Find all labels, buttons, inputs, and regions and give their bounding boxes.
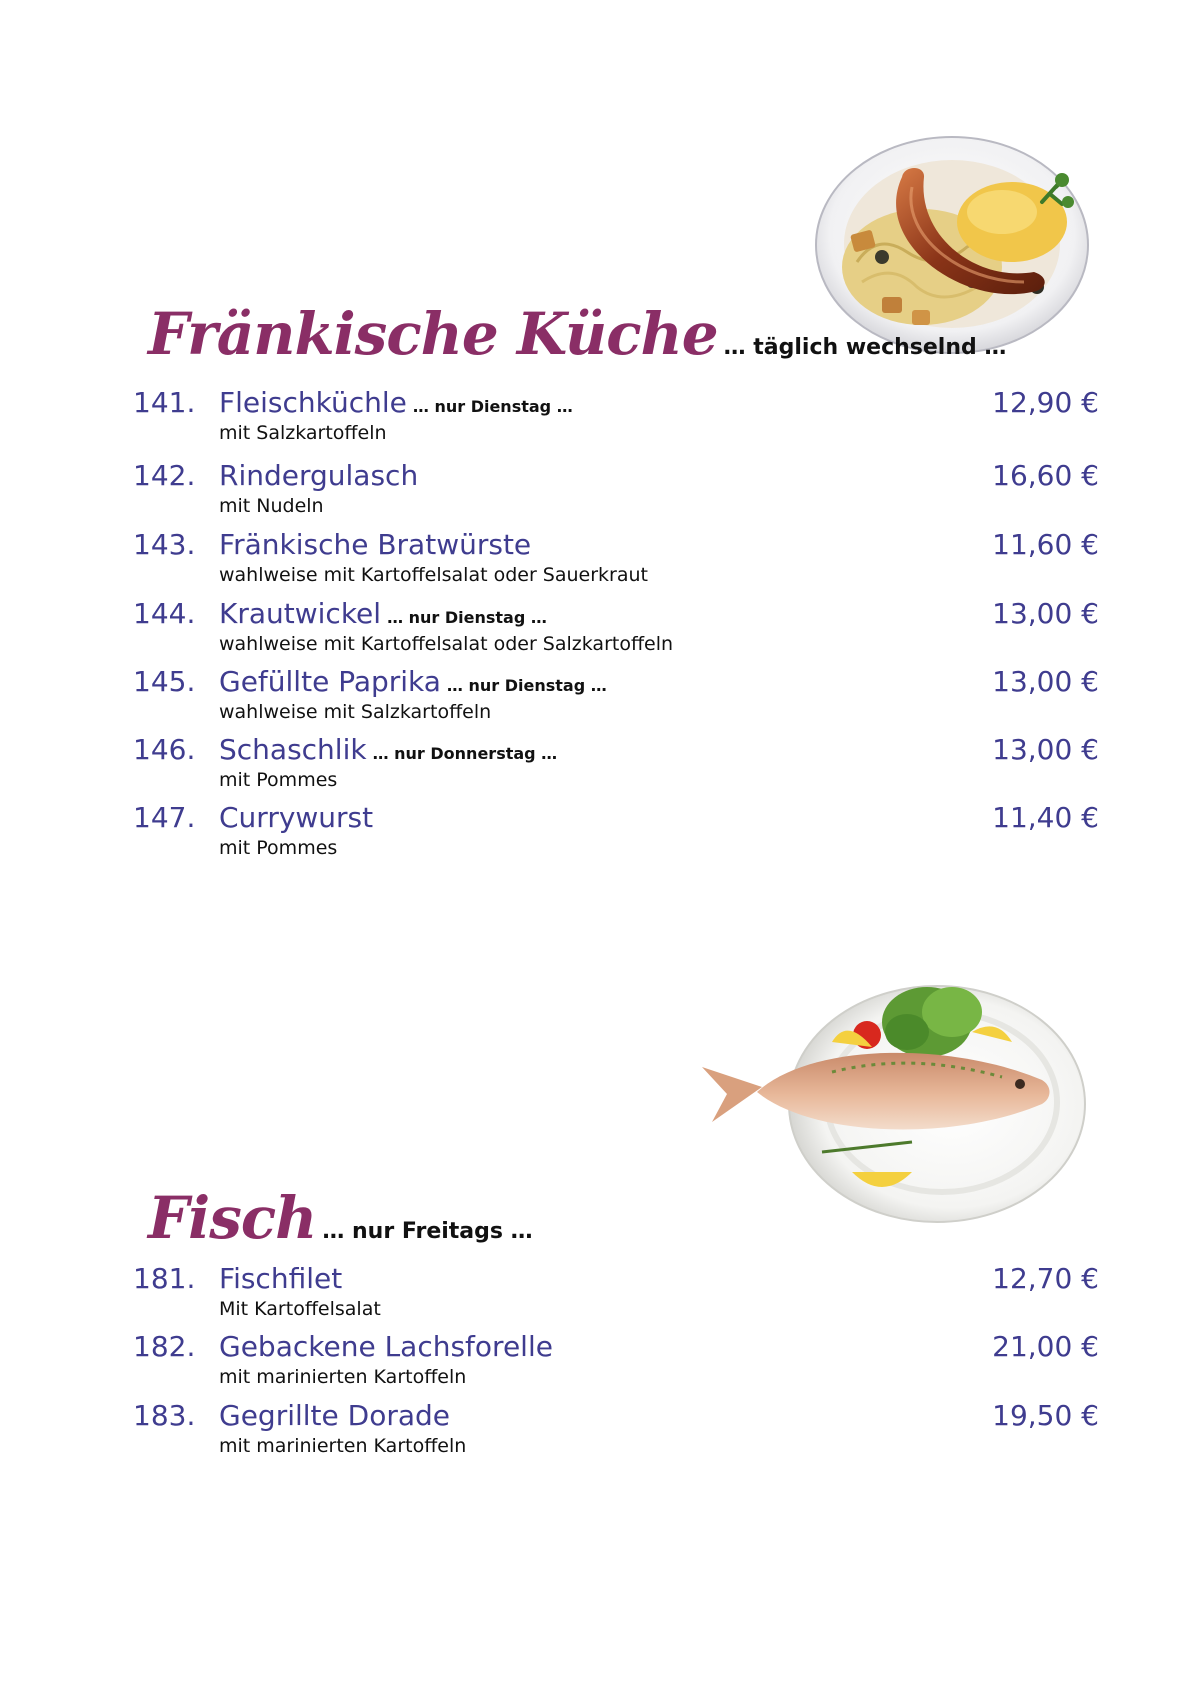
item-number: 183.: [133, 1399, 196, 1432]
item-note: … nur Dienstag …: [446, 676, 607, 695]
section-subtitle: … nur Freitags …: [322, 1219, 533, 1244]
item-price: 16,60 €: [992, 459, 1099, 492]
item-price: 11,40 €: [992, 801, 1099, 834]
item-name-line: [219, 1330, 559, 1363]
item-name-line: [219, 528, 537, 561]
item-description: wahlweise mit Salzkartoffeln: [219, 701, 492, 723]
item-note: … nur Donnerstag …: [372, 744, 558, 763]
item-description: Mit Kartoffelsalat: [219, 1298, 381, 1320]
item-description: mit Pommes: [219, 837, 338, 859]
item-description: wahlweise mit Kartoffelsalat oder Salzkartoffeln: [219, 633, 674, 655]
item-number: 146.: [133, 733, 196, 766]
item-name-line: [219, 665, 607, 698]
item-description: mit marinierten Kartoffeln: [219, 1435, 467, 1457]
item-name-line: [219, 801, 379, 834]
item-description: mit Pommes: [219, 769, 338, 791]
item-description: mit marinierten Kartoffeln: [219, 1366, 467, 1388]
item-number: 181.: [133, 1262, 196, 1295]
menu-item: [0, 665, 1190, 729]
menu-item: [0, 459, 1190, 523]
item-price: 19,50 €: [992, 1399, 1099, 1432]
item-name-line: [219, 386, 573, 419]
item-name: Gegrillte Dorade: [219, 1399, 451, 1432]
menu-item: [0, 1262, 1190, 1326]
item-name: Fischfilet: [219, 1262, 343, 1295]
item-name: Gefüllte Paprika: [219, 665, 441, 698]
item-note: … nur Dienstag …: [387, 608, 547, 627]
item-number: 143.: [133, 528, 196, 561]
item-price: 13,00 €: [992, 665, 1099, 698]
item-number: 147.: [133, 801, 196, 834]
section-title: Fisch: [148, 1184, 317, 1252]
item-description: mit Nudeln: [219, 495, 324, 517]
section-heading: [148, 300, 1006, 368]
menu-item: [0, 801, 1190, 865]
item-name: Fränkische Bratwürste: [219, 528, 532, 561]
item-price: 13,00 €: [992, 597, 1099, 630]
section-heading: [148, 1184, 533, 1252]
menu-item: [0, 1399, 1190, 1463]
item-number: 182.: [133, 1330, 196, 1363]
item-number: 142.: [133, 459, 196, 492]
menu-item: [0, 1330, 1190, 1394]
fish-plate-photo: [702, 972, 1092, 1232]
menu-item: [0, 597, 1190, 661]
item-description: mit Salzkartoffeln: [219, 422, 387, 444]
item-price: 21,00 €: [992, 1330, 1099, 1363]
item-price: 12,70 €: [992, 1262, 1099, 1295]
item-name: Schaschlik: [219, 733, 367, 766]
item-price: 13,00 €: [992, 733, 1099, 766]
item-number: 144.: [133, 597, 196, 630]
item-number: 145.: [133, 665, 196, 698]
menu-item: [0, 528, 1190, 592]
item-name: Krautwickel: [219, 597, 382, 630]
item-number: 141.: [133, 386, 196, 419]
menu-item: [0, 733, 1190, 797]
section-subtitle: … täglich wechselnd …: [723, 335, 1007, 360]
item-name-line: [219, 733, 557, 766]
item-price: 11,60 €: [992, 528, 1099, 561]
item-name: Currywurst: [219, 801, 374, 834]
item-note: … nur Dienstag …: [412, 397, 573, 416]
item-name: Rindergulasch: [219, 459, 419, 492]
item-name: Fleischküchle: [219, 386, 407, 419]
item-name: Gebackene Lachsforelle: [219, 1330, 553, 1363]
item-name-line: [219, 1399, 456, 1432]
item-name-line: [219, 597, 547, 630]
item-name-line: [219, 459, 424, 492]
item-price: 12,90 €: [992, 386, 1099, 419]
section-title: Fränkische Küche: [148, 300, 718, 368]
item-description: wahlweise mit Kartoffelsalat oder Sauerkraut: [219, 564, 649, 586]
item-name-line: [219, 1262, 348, 1295]
menu-item: [0, 386, 1190, 450]
